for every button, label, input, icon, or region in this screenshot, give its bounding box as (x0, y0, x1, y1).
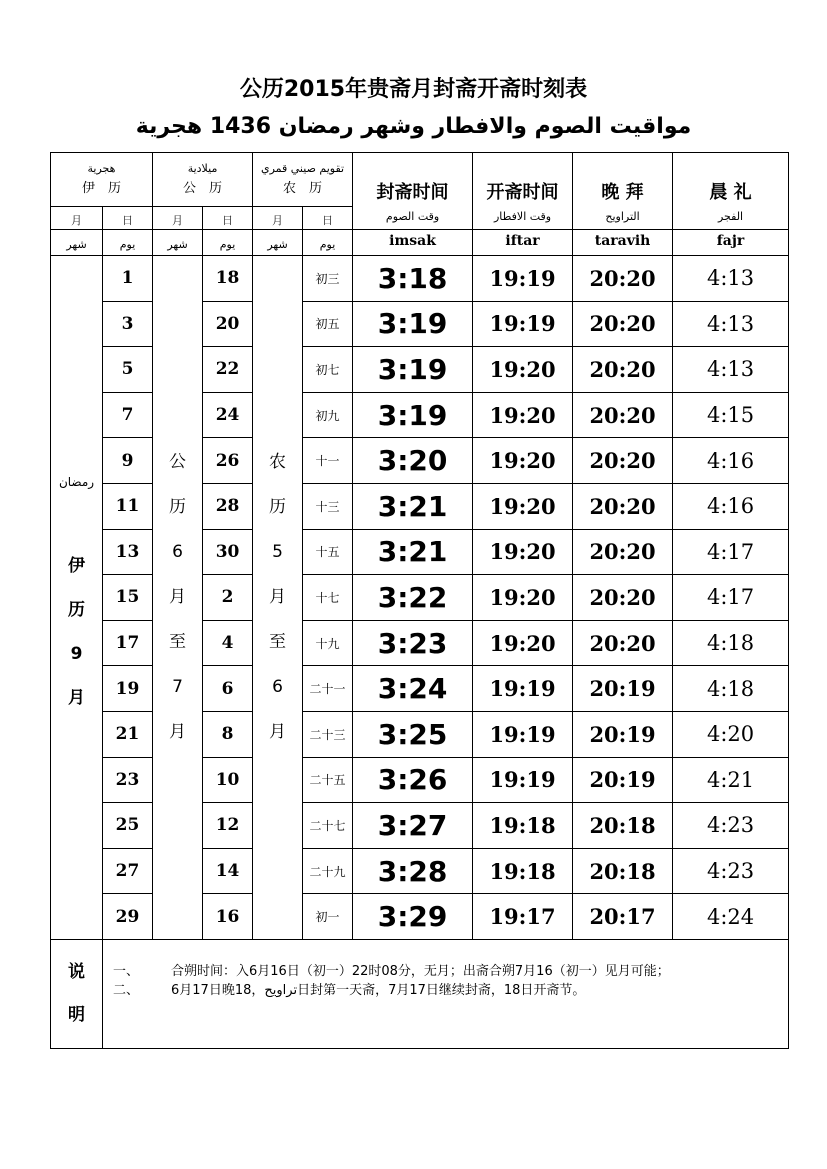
fajr-time: 4:13 (673, 347, 789, 393)
fajr-time: 4:23 (673, 848, 789, 894)
table-row (51, 256, 789, 302)
taravih-header: 晚 拜 (573, 153, 673, 230)
taravih-time: 20:20 (573, 529, 673, 575)
lunar-day: 十七 (303, 575, 353, 621)
fajr-time: 4:13 (673, 301, 789, 347)
note-item-1: 一、 合朔时间：入6月16日（初一）22时08分，无月；出斋合朔7月16（初一）见月可能； (113, 963, 670, 979)
imsak-time: 3:20 (353, 438, 473, 484)
lunar-day: 初九 (303, 392, 353, 438)
taravih-time: 20:19 (573, 711, 673, 757)
fajr-time: 4:13 (673, 256, 789, 302)
fajr-time: 4:15 (673, 392, 789, 438)
lunar-day: 十一 (303, 438, 353, 484)
hijri-day: 19 (103, 666, 153, 712)
greg-day: 24 (203, 392, 253, 438)
hijri-header: هجرية 伊 历 (51, 153, 153, 207)
iftar-time: 19:19 (473, 301, 573, 347)
imsak-sub-header: وقت الصوم imsak (353, 230, 473, 256)
taravih-time: 20:20 (573, 256, 673, 302)
header-row-3 (51, 230, 789, 256)
greg-month-ar: شهر (153, 230, 203, 256)
fajr-time: 4:21 (673, 757, 789, 803)
notes-row (51, 939, 789, 1048)
taravih-time: 20:19 (573, 666, 673, 712)
greg-day-ar: يوم (203, 230, 253, 256)
gregorian-header: ميلادية 公 历 (153, 153, 253, 207)
hijri-day: 27 (103, 848, 153, 894)
hijri-month-label: 月 (51, 207, 103, 230)
iftar-time: 19:18 (473, 848, 573, 894)
greg-day-label: 日 (203, 207, 253, 230)
fajr-time: 4:23 (673, 803, 789, 849)
iftar-time: 19:20 (473, 392, 573, 438)
fajr-sub-header: الفجر fajr (673, 230, 789, 256)
iftar-time: 19:20 (473, 438, 573, 484)
iftar-time: 19:19 (473, 711, 573, 757)
imsak-time: 3:29 (353, 894, 473, 940)
greg-day: 18 (203, 256, 253, 302)
greg-day: 26 (203, 438, 253, 484)
page-subtitle-arabic: مواقيت الصوم والافطار وشهر رمضان 1436 هجرية (135, 114, 692, 139)
lunar-day: 十三 (303, 483, 353, 529)
taravih-time: 20:18 (573, 848, 673, 894)
hijri-day: 29 (103, 894, 153, 940)
hijri-day: 17 (103, 620, 153, 666)
iftar-time: 19:19 (473, 757, 573, 803)
iftar-time: 19:20 (473, 483, 573, 529)
hijri-month-merged: رمضان 伊 历 9 月 (51, 256, 103, 940)
fajr-time: 4:16 (673, 483, 789, 529)
lunar-month-merged: 农 历 5 月 至 6 月 (253, 256, 303, 940)
greg-day: 28 (203, 483, 253, 529)
taravih-time: 20:20 (573, 620, 673, 666)
hijri-day: 3 (103, 301, 153, 347)
greg-day: 20 (203, 301, 253, 347)
imsak-time: 3:22 (353, 575, 473, 621)
lunar-day: 二十三 (303, 711, 353, 757)
taravih-time: 20:20 (573, 483, 673, 529)
hijri-day: 15 (103, 575, 153, 621)
imsak-time: 3:26 (353, 757, 473, 803)
fajr-header: 晨 礼 (673, 153, 789, 230)
iftar-time: 19:19 (473, 256, 573, 302)
taravih-time: 20:20 (573, 301, 673, 347)
iftar-time: 19:17 (473, 894, 573, 940)
lunar-day: 初五 (303, 301, 353, 347)
greg-day: 30 (203, 529, 253, 575)
fajr-time: 4:16 (673, 438, 789, 484)
imsak-time: 3:18 (353, 256, 473, 302)
hijri-day-ar: يوم (103, 230, 153, 256)
imsak-time: 3:21 (353, 483, 473, 529)
lunar-day: 初三 (303, 256, 353, 302)
lunar-month-ar: شهر (253, 230, 303, 256)
taravih-time: 20:20 (573, 438, 673, 484)
greg-month-label: 月 (153, 207, 203, 230)
hijri-day: 25 (103, 803, 153, 849)
hijri-day: 1 (103, 256, 153, 302)
greg-day: 16 (203, 894, 253, 940)
taravih-time: 20:20 (573, 347, 673, 393)
fajr-time: 4:17 (673, 575, 789, 621)
hijri-day: 9 (103, 438, 153, 484)
lunar-day: 二十九 (303, 848, 353, 894)
imsak-time: 3:25 (353, 711, 473, 757)
imsak-time: 3:27 (353, 803, 473, 849)
imsak-time: 3:19 (353, 392, 473, 438)
note-item-2: 二、 6月17日晚تراويح，18日封第一天斋，7月17日继续封斋，18日开斋节。 (113, 982, 586, 998)
fajr-time: 4:24 (673, 894, 789, 940)
iftar-time: 19:18 (473, 803, 573, 849)
iftar-time: 19:19 (473, 666, 573, 712)
taravih-sub-header: التراويح taravih (573, 230, 673, 256)
lunar-day: 二十五 (303, 757, 353, 803)
fajr-time: 4:20 (673, 711, 789, 757)
lunar-day-ar: يوم (303, 230, 353, 256)
greg-day: 12 (203, 803, 253, 849)
iftar-time: 19:20 (473, 529, 573, 575)
taravih-time: 20:20 (573, 575, 673, 621)
hijri-month-ar: شهر (51, 230, 103, 256)
lunar-day: 十九 (303, 620, 353, 666)
greg-day: 2 (203, 575, 253, 621)
timetable-body (51, 256, 789, 940)
iftar-time: 19:20 (473, 347, 573, 393)
greg-month-merged: 公 历 6 月 至 7 月 (153, 256, 203, 940)
greg-day: 22 (203, 347, 253, 393)
hijri-day: 21 (103, 711, 153, 757)
page-title: 公历2015年贵斋月封斋开斋时刻表 (239, 77, 588, 102)
lunar-day: 二十一 (303, 666, 353, 712)
fajr-time: 4:18 (673, 666, 789, 712)
imsak-time: 3:23 (353, 620, 473, 666)
notes-label: 说 明 (51, 939, 103, 1048)
greg-day: 6 (203, 666, 253, 712)
hijri-day: 13 (103, 529, 153, 575)
imsak-time: 3:21 (353, 529, 473, 575)
lunar-day: 二十七 (303, 803, 353, 849)
hijri-day-label: 日 (103, 207, 153, 230)
iftar-sub-header: وقت الافطار iftar (473, 230, 573, 256)
greg-day: 14 (203, 848, 253, 894)
greg-day: 10 (203, 757, 253, 803)
ramadan-timetable (50, 152, 789, 1049)
fajr-time: 4:18 (673, 620, 789, 666)
imsak-time: 3:24 (353, 666, 473, 712)
fajr-time: 4:17 (673, 529, 789, 575)
imsak-time: 3:19 (353, 301, 473, 347)
taravih-time: 20:19 (573, 757, 673, 803)
greg-day: 4 (203, 620, 253, 666)
greg-day: 8 (203, 711, 253, 757)
lunar-header: تقويم صيني قمري 农 历 (253, 153, 353, 207)
iftar-header: 开斋时间 (473, 153, 573, 230)
hijri-day: 5 (103, 347, 153, 393)
lunar-day: 初七 (303, 347, 353, 393)
iftar-time: 19:20 (473, 620, 573, 666)
imsak-header: 封斋时间 (353, 153, 473, 230)
taravih-time: 20:20 (573, 392, 673, 438)
lunar-day: 初一 (303, 894, 353, 940)
lunar-day-label: 日 (303, 207, 353, 230)
header-row-1 (51, 153, 789, 207)
taravih-time: 20:17 (573, 894, 673, 940)
hijri-day: 11 (103, 483, 153, 529)
hijri-day: 7 (103, 392, 153, 438)
taravih-time: 20:18 (573, 803, 673, 849)
lunar-month-label: 月 (253, 207, 303, 230)
lunar-day: 十五 (303, 529, 353, 575)
imsak-time: 3:28 (353, 848, 473, 894)
imsak-time: 3:19 (353, 347, 473, 393)
hijri-day: 23 (103, 757, 153, 803)
iftar-time: 19:20 (473, 575, 573, 621)
notes-content (103, 939, 789, 1048)
